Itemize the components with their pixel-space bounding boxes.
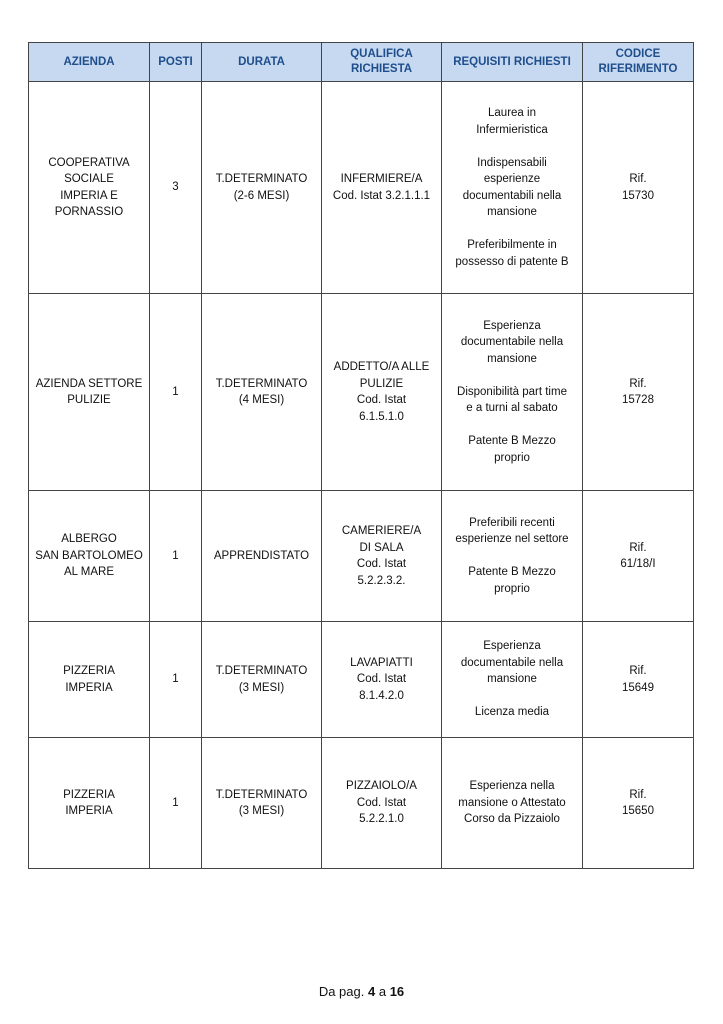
cell-line: PULIZIE	[67, 394, 111, 406]
cell-line: Esperienza	[483, 640, 541, 653]
cell-line: 15730	[622, 189, 654, 202]
cell-line: PIZZERIA	[63, 665, 115, 677]
cell-line: Preferibili recenti	[469, 516, 555, 529]
cell-qualifica	[322, 294, 442, 491]
cell-azienda	[29, 738, 150, 869]
cell-requisiti	[442, 294, 583, 491]
table-row	[29, 491, 694, 622]
cell-durata	[202, 738, 322, 869]
cell-qualifica	[322, 82, 442, 294]
table-row	[29, 622, 694, 738]
cell-line: Rif.	[629, 788, 647, 801]
cell-line: 61/18/I	[620, 558, 656, 570]
cell-spacer	[446, 417, 578, 434]
cell-line: T.DETERMINATO	[215, 377, 308, 390]
header-durata: DURATA	[202, 43, 322, 82]
header-codice	[583, 43, 694, 82]
cell-line: 15649	[622, 681, 654, 694]
cell-line: Cod. Istat	[356, 558, 407, 570]
cell-azienda	[29, 294, 150, 491]
cell-line: PIZZAIOLO/A	[346, 780, 417, 793]
cell-line: INFERMIERE/A	[340, 173, 423, 185]
cell-spacer	[446, 221, 578, 238]
cell-line: 6.1.5.1.0	[359, 410, 404, 423]
cell-line: Cod. Istat	[356, 394, 407, 406]
cell-codice	[583, 294, 694, 491]
cell-requisiti	[442, 738, 583, 869]
cell-line: Cod. Istat 3.2.1.1.1	[332, 189, 431, 202]
cell-spacer	[446, 688, 578, 705]
cell-line: 5.2.2.3.2.	[357, 574, 406, 587]
cell-line: Disponibilità part time	[457, 385, 567, 398]
cell-line: Corso da Pizzaiolo	[464, 813, 560, 826]
cell-durata	[202, 294, 322, 491]
footer-total-pages: 16	[389, 984, 405, 999]
cell-line: Licenza media	[474, 706, 550, 719]
cell-line: Preferibilmente in	[467, 239, 557, 251]
cell-durata	[202, 491, 322, 622]
cell-line: Rif.	[629, 377, 647, 390]
table-row	[29, 82, 694, 294]
cell-codice	[583, 622, 694, 738]
cell-azienda	[29, 82, 150, 294]
cell-line: AL MARE	[63, 566, 115, 579]
footer-prefix: Da pag.	[318, 984, 365, 999]
cell-line: mansione	[487, 352, 537, 365]
cell-requisiti	[442, 82, 583, 294]
header-requisiti: REQUISITI RICHIESTI	[442, 43, 583, 82]
cell-line: PIZZERIA	[63, 788, 115, 801]
header-qualifica	[322, 43, 442, 82]
cell-codice	[583, 491, 694, 622]
cell-line: ADDETTO/A ALLE	[333, 361, 430, 373]
cell-line: mansione	[487, 673, 537, 686]
cell-line: possesso di patente B	[455, 255, 569, 268]
footer-middle: a	[378, 984, 387, 999]
cell-line: IMPERIA	[65, 805, 113, 817]
cell-line: Rif.	[629, 665, 647, 677]
cell-line: DI SALA	[359, 541, 404, 554]
cell-line: documentabili nella	[462, 189, 562, 202]
cell-line: esperienze	[483, 173, 541, 185]
header-azienda: AZIENDA	[29, 43, 150, 82]
cell-codice	[583, 738, 694, 869]
cell-line: Patente B Mezzo	[468, 566, 556, 579]
cell-line: IMPERIA E	[60, 189, 118, 202]
cell-line: T.DETERMINATO	[215, 665, 308, 677]
cell-spacer	[446, 367, 578, 384]
header-codice-line: CODICE	[615, 48, 661, 60]
cell-posti: 1	[150, 622, 202, 738]
cell-line: APPRENDISTATO	[213, 549, 310, 562]
cell-line: 15650	[622, 805, 654, 817]
cell-posti: 1	[150, 738, 202, 869]
cell-line: mansione	[487, 206, 537, 218]
cell-line: ALBERGO	[61, 533, 117, 546]
footer-page-number: 4	[367, 984, 376, 999]
cell-posti: 1	[150, 491, 202, 622]
header-codice-line: RIFERIMENTO	[598, 63, 678, 75]
cell-line: esperienze nel settore	[455, 533, 569, 546]
table-row	[29, 294, 694, 491]
cell-azienda	[29, 491, 150, 622]
cell-azienda	[29, 622, 150, 738]
page-footer	[0, 984, 723, 999]
cell-line: T.DETERMINATO	[215, 173, 308, 185]
cell-line: AZIENDA SETTORE	[35, 377, 143, 390]
cell-line: Esperienza nella	[469, 780, 555, 793]
cell-line: Patente B Mezzo	[468, 435, 556, 448]
cell-line: Cod. Istat	[356, 796, 407, 809]
cell-line: e a turni al sabato	[466, 402, 558, 415]
cell-line: 5.2.2.1.0	[359, 813, 404, 826]
cell-line: Esperienza	[483, 319, 541, 332]
cell-line: T.DETERMINATO	[215, 788, 308, 801]
cell-spacer	[446, 548, 578, 565]
cell-line: SAN BARTOLOMEO	[35, 549, 143, 562]
cell-line: 8.1.4.2.0	[359, 689, 404, 702]
cell-line: COOPERATIVA	[48, 156, 130, 169]
cell-line: PORNASSIO	[54, 206, 124, 218]
cell-line: Rif.	[629, 541, 647, 554]
header-qualifica-line: RICHIESTA	[350, 63, 413, 75]
cell-line: (4 MESI)	[238, 394, 285, 406]
cell-line: Infermieristica	[476, 123, 548, 136]
cell-line: 15728	[622, 394, 654, 406]
cell-codice	[583, 82, 694, 294]
cell-line: Cod. Istat	[356, 673, 407, 686]
cell-line: proprio	[494, 582, 530, 595]
cell-line: (3 MESI)	[238, 805, 285, 817]
cell-qualifica	[322, 491, 442, 622]
cell-line: (3 MESI)	[238, 681, 285, 694]
job-offers-table	[28, 42, 694, 869]
cell-line: proprio	[494, 451, 530, 464]
cell-spacer	[446, 138, 578, 155]
cell-line: Rif.	[629, 173, 647, 185]
header-posti: POSTI	[150, 43, 202, 82]
cell-line: LAVAPIATTI	[350, 656, 413, 669]
cell-requisiti	[442, 622, 583, 738]
cell-posti: 1	[150, 294, 202, 491]
cell-posti: 3	[150, 82, 202, 294]
cell-line: IMPERIA	[65, 681, 113, 694]
cell-durata	[202, 82, 322, 294]
cell-line: PULIZIE	[359, 377, 404, 390]
cell-line: Indispensabili	[477, 156, 547, 169]
header-qualifica-line: QUALIFICA	[350, 48, 413, 60]
cell-line: documentabile nella	[460, 656, 564, 669]
cell-line: CAMERIERE/A	[341, 525, 422, 537]
table-header-row	[29, 43, 694, 82]
cell-line: mansione o Attestato	[458, 796, 566, 809]
cell-line: documentabile nella	[460, 336, 564, 349]
cell-line: (2-6 MESI)	[233, 189, 290, 202]
cell-requisiti	[442, 491, 583, 622]
cell-qualifica	[322, 622, 442, 738]
cell-qualifica	[322, 738, 442, 869]
cell-line: SOCIALE	[64, 173, 114, 185]
table-row	[29, 738, 694, 869]
cell-line: Laurea in	[488, 107, 536, 119]
cell-durata	[202, 622, 322, 738]
